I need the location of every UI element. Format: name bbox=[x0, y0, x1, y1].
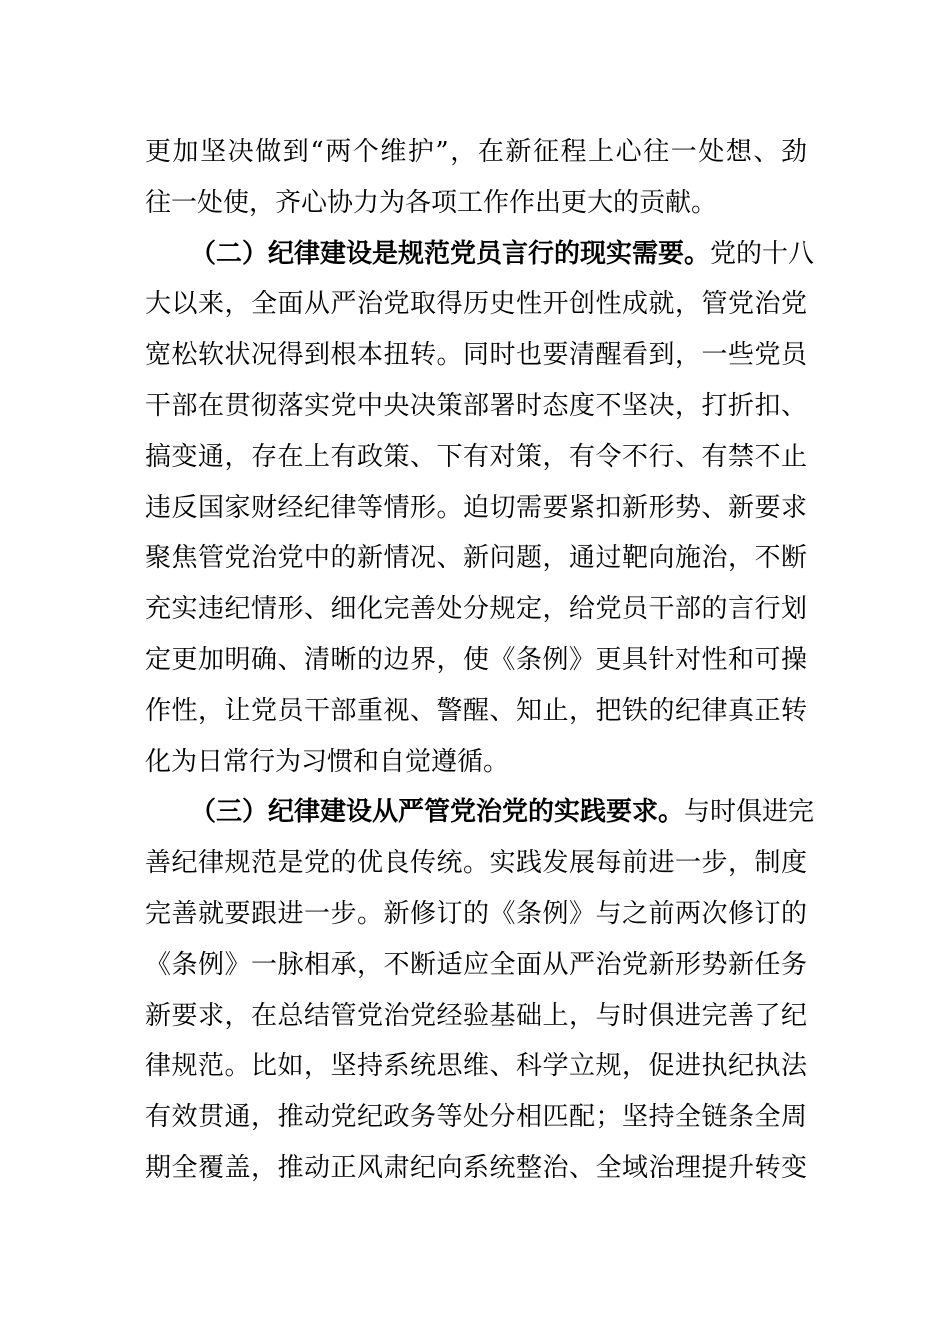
paragraph-2-heading: （二）纪律建设是规范党员言行的现实需要。 bbox=[190, 238, 711, 269]
paragraph-2-line-6: 违反国家财经纪律等情形。迫切需要紧扣新形势、新要求 bbox=[145, 492, 807, 523]
paragraph-2-line-10: 作性，让党员干部重视、警醒、知止，把铁的纪律真正转 bbox=[145, 695, 807, 726]
paragraph-2-line-4: 干部在贯彻落实党中央决策部署时态度不坚决，打折扣、 bbox=[145, 390, 807, 421]
paragraph-1-line-1: 更加坚决做到“两个维护”，在新征程上心往一处想、劲 bbox=[145, 137, 807, 167]
paragraph-2-line-2: 大以来，全面从严治党取得历史性开创性成就，管党治党 bbox=[145, 289, 807, 320]
paragraph-1 bbox=[145, 127, 807, 229]
paragraph-3-line-5: 新要求，在总结管党治党经验基础上，与时俱进完善了纪 bbox=[145, 1000, 807, 1031]
paragraph-2-line-11: 化为日常行为习惯和自觉遵循。 bbox=[145, 746, 510, 777]
paragraph-2-line-9: 定更加明确、清晰的边界，使《条例》更具针对性和可操 bbox=[145, 644, 807, 675]
paragraph-3-line-2: 善纪律规范是党的优良传统。实践发展每前进一步，制度 bbox=[145, 848, 807, 879]
paragraph-3-line-4: 《条例》一脉相承，不断适应全面从严治党新形势新任务 bbox=[145, 949, 807, 980]
paragraph-3-line-6: 律规范。比如，坚持系统思维、科学立规，促进执纪执法 bbox=[145, 1051, 807, 1082]
paragraph-3-heading: （三）纪律建设从严管党治党的实践要求。 bbox=[190, 797, 685, 828]
paragraph-2-line-1 bbox=[145, 229, 815, 280]
document-body bbox=[145, 127, 815, 1194]
paragraph-3 bbox=[145, 787, 815, 1193]
paragraph-2 bbox=[145, 229, 815, 788]
paragraph-3-line-7: 有效贯通，推动党纪政务等处分相匹配；坚持全链条全周 bbox=[145, 1102, 807, 1133]
paragraph-2-line-8: 充实违纪情形、细化完善处分规定，给党员干部的言行划 bbox=[145, 594, 807, 625]
paragraph-2-line-3: 宽松软状况得到根本扭转。同时也要清醒看到，一些党员 bbox=[145, 340, 807, 371]
paragraph-2-line-5: 搞变通，存在上有政策、下有对策，有令不行、有禁不止 bbox=[145, 441, 807, 472]
paragraph-2-line-7: 聚焦管党治党中的新情况、新问题，通过靶向施治，不断 bbox=[145, 543, 807, 574]
paragraph-3-line-3: 完善就要跟进一步。新修订的《条例》与之前两次修订的 bbox=[145, 898, 807, 929]
paragraph-2-line-1-text: 党的十八 bbox=[710, 238, 815, 269]
paragraph-3-line-1 bbox=[145, 787, 815, 838]
paragraph-1-line-2: 往一处使，齐心协力为各项工作作出更大的贡献。 bbox=[145, 187, 718, 218]
paragraph-3-line-8: 期全覆盖，推动正风肃纪向系统整治、全域治理提升转变 bbox=[145, 1152, 807, 1183]
paragraph-3-line-1-text: 与时俱进完 bbox=[684, 797, 815, 828]
